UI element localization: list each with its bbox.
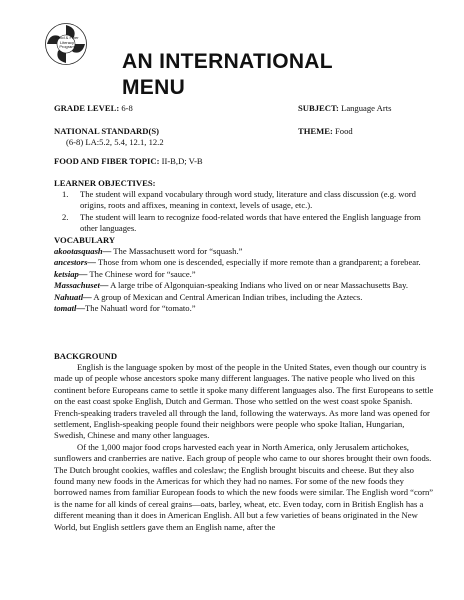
objective-number: 2. xyxy=(62,211,69,222)
vocab-term: ancestors— xyxy=(54,257,97,268)
vocab-definition: A large tribe of Algonquian-speaking Indians who lived on or near Massachusetts Bay. xyxy=(108,280,408,291)
logo-text xyxy=(53,36,81,50)
subject xyxy=(298,103,391,114)
background-heading: BACKGROUND xyxy=(54,351,118,361)
logo-text-line: Literacy xyxy=(59,39,74,45)
vocab-term: tomatl— xyxy=(54,303,86,314)
theme-label: THEME: xyxy=(298,126,333,136)
grade-level-value: 6-8 xyxy=(119,103,133,113)
vocab-definition: The Chinese word for “sauce.” xyxy=(87,268,196,279)
food-fiber-topic xyxy=(54,156,203,167)
list-item xyxy=(54,280,434,291)
grade-level-label: GRADE LEVEL: xyxy=(54,103,120,113)
background-paragraph: Of the 1,000 major food crops harvested each year in North America, only Jerusalem artichokes, sunflowers and cranberries are native. Each group of people who came to our shores brought their own foods. The Dutch brought cookies, waffles and coleslaw; the English brought biscuits and cheese. But they also found many new foods in the Americas for which they had no names. For some of the new foods they borrowed names from familiar European foods to which the new foods were similar. The English word “corn” is the name for all kinds of cereal grains—oats, barley, wheat, etc. Even today, corn in British English has a different meaning than it does in American English. All but a few varieties of beans originated in the New World, but English settlers gave them an English name, after the xyxy=(54,441,434,532)
topic-value: II-B,D; V-B xyxy=(159,156,203,166)
logo-text-line: Food & Fiber xyxy=(55,35,79,40)
list-item xyxy=(54,269,434,280)
national-standards-value: (6-8) LA:5.2, 5.4, 12.1, 12.2 xyxy=(66,137,164,147)
grade-level xyxy=(54,103,133,114)
subject-label: SUBJECT: xyxy=(298,103,339,113)
theme-value: Food xyxy=(332,126,353,136)
national-standards-label: NATIONAL STANDARD(S) xyxy=(54,126,159,136)
list-item xyxy=(54,257,434,268)
vocab-term: Massachuset— xyxy=(54,280,109,291)
vocab-term: akootasquash— xyxy=(54,246,112,256)
logo-text-line: Program xyxy=(59,44,75,50)
list-item xyxy=(54,292,434,303)
program-logo xyxy=(44,22,88,66)
theme xyxy=(298,126,353,137)
vocab-definition: The Nahuatl word for “tomato.” xyxy=(85,303,196,314)
list-item xyxy=(54,246,434,257)
list-item xyxy=(54,212,429,235)
objective-number: 1. xyxy=(62,189,69,199)
vocab-definition: The Massachusett word for “squash.” xyxy=(111,246,243,256)
list-item xyxy=(54,303,434,314)
vocab-term: Nahuatl— xyxy=(54,291,92,302)
list-item xyxy=(54,189,429,212)
background-text xyxy=(54,362,434,533)
document-title: AN INTERNATIONAL MENU xyxy=(122,50,333,99)
vocab-definition: Those from whom one is descended, especially if more remote than a grandparent; a forebear. xyxy=(96,257,421,268)
vocabulary-list xyxy=(54,246,434,314)
objective-text: The student will learn to recognize food-related words that have entered the English language from other languages. xyxy=(80,211,421,234)
objectives-list xyxy=(54,189,429,235)
objectives-heading: LEARNER OBJECTIVES: xyxy=(54,178,156,188)
vocabulary-heading: VOCABULARY xyxy=(54,235,116,245)
vocab-definition: A group of Mexican and Central American Indian tribes, including the Aztecs. xyxy=(91,291,363,302)
topic-label: FOOD AND FIBER TOPIC: xyxy=(54,156,160,166)
subject-value: Language Arts xyxy=(338,103,392,113)
vocab-term: ketsiap— xyxy=(54,268,88,279)
objective-text: The student will expand vocabulary through word study, literature and class discussion (e.g. word origins, roots and affixes, meaning in context, levels of usage, etc.). xyxy=(80,189,416,211)
background-paragraph: English is the language spoken by most of the people in the United States, even though our country is made up of people whose ancestors spoke many different languages. The native people who lived on this continent before Europeans came to settle it spoke many different languages also. The first Europeans to settle on the east coast spoke English, Dutch and German. Those who settled on the west coast spoke Spanish. French-speaking traders traveled all through the land, following the waterways. As more land was opened for settlement, English-speaking people found their neighbors were people who spoke Italian, Hungarian, Swedish, Chinese and many other languages. xyxy=(54,362,434,441)
